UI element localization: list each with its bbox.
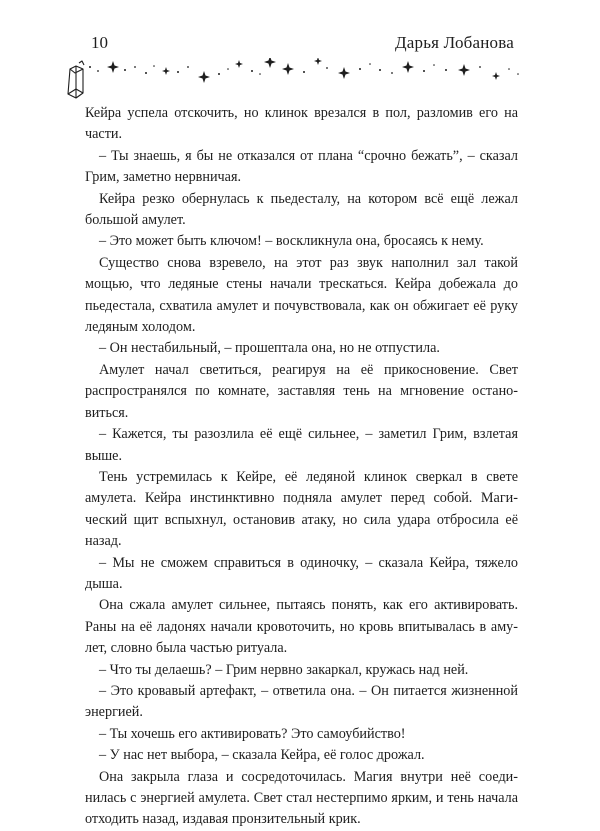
running-head-author: Дарья Лобанова	[394, 33, 514, 52]
paragraph: – Ты хочешь его активировать? Это самоубийство!	[99, 725, 406, 742]
paragraph: Кейра резко обернулась к пьедесталу, на котором всё ещё лежал большой амулет.	[85, 190, 518, 229]
page-number: 10	[91, 33, 108, 52]
paragraph: – Это кровавый артефакт, – ответила она. – Он питается жизненной энергией.	[85, 682, 518, 721]
paragraph: Кейра успела отскочить, но клинок врезался в пол, разломив его на части.	[85, 105, 518, 143]
crystal-and-stars-ornament-icon	[56, 58, 526, 108]
paragraph: Тень устремилась к Кейре, её ледяной клинок сверкал в свете амулета. Кейра инстинктивно подняла амулет перед собой. Магический щит вспыхнул, остановив атаку, но сила удара отбросила её назад.	[85, 468, 518, 550]
paragraph: – Ты знаешь, я бы не отказался от плана “срочно бежать”, – сказал Грим, заметно нервничая.	[85, 147, 518, 186]
paragraph: Она закрыла глаза и сосредоточилась. Магия внутри неё соединилась с энергией амулета. Свет стал нестерпимо ярким, и тень начала отходить назад, издавая пронзительный крик.	[85, 768, 518, 828]
paragraph: – У нас нет выбора, – сказала Кейра, её голос дрожал.	[99, 747, 425, 764]
paragraph: Существо снова взревело, на этот раз звук наполнил зал такой мощью, что ледяные стены начали трескаться. Кейра добежала до пьедестала, схватила амулет и почувствовала, как он обжигает её руку ледяным холодом.	[85, 254, 518, 336]
paragraph: – Это может быть ключом! – воскликнула она, бросаясь к нему.	[99, 233, 484, 250]
body-text	[85, 103, 518, 831]
paragraph: – Мы не сможем справиться в одиночку, – сказала Кейра, тяжело дыша.	[85, 554, 518, 592]
paragraph: – Что ты делаешь? – Грим нервно закаркал, кружась над ней.	[99, 661, 469, 678]
paragraph: – Он нестабильный, – прошептала она, но не отпустила.	[99, 340, 440, 357]
paragraph: Она сжала амулет сильнее, пытаясь понять, как его активировать. Раны на её ладонях начали кровоточить, но кровь впитывалась в амулет, словно была частью ритуала.	[85, 597, 518, 657]
paragraph: – Кажется, ты разозлила её ещё сильнее, – заметил Грим, взлетая выше.	[85, 426, 518, 464]
paragraph: Амулет начал светиться, реагируя на её прикосновение. Свет распространялся по комнате, заставляя тень на мгновение остановиться.	[85, 361, 518, 421]
